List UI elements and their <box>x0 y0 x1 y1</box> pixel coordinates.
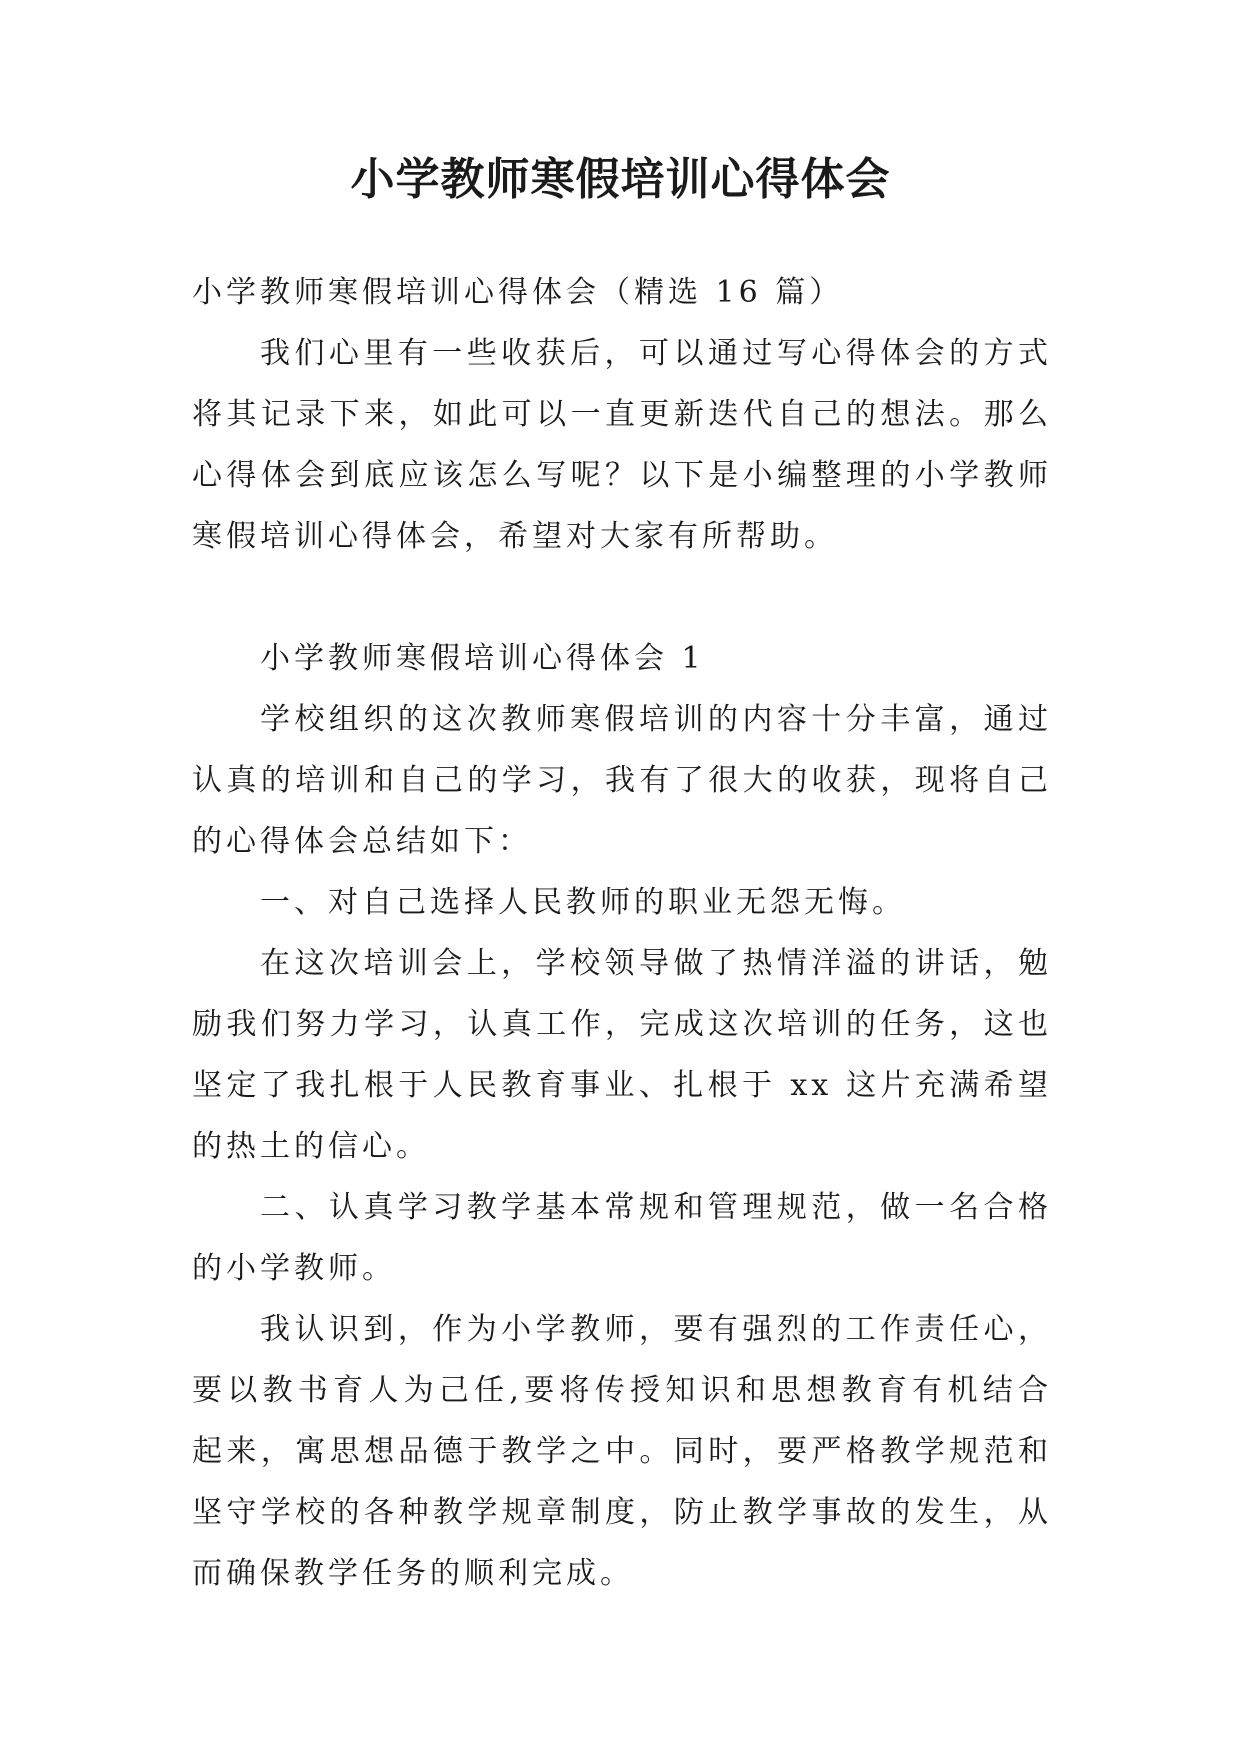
point-heading-1: 一、对自己选择人民教师的职业无怨无悔。 <box>260 885 906 920</box>
body-paragraph: 学校组织的这次教师寒假培训的内容十分丰富，通过认真的培训和自己的学习，我有了很大的收获，现将自己的心得体会总结如下： <box>192 702 1052 859</box>
document-subtitle: 小学教师寒假培训心得体会（精选 16 篇） <box>192 275 844 310</box>
body-paragraph: 在这次培训会上，学校领导做了热情洋溢的讲话，勉励我们努力学习，认真工作，完成这次培训的任务，这也坚定了我扎根于人民教育事业、扎根于 xx 这片充满希望的热土的信心。 <box>192 946 1052 1164</box>
document-body <box>192 262 1052 1604</box>
section-heading: 小学教师寒假培训心得体会 1 <box>260 641 705 676</box>
body-paragraph: 我认识到，作为小学教师，要有强烈的工作责任心，要以教书育人为己任,要将传授知识和思想教育有机结合起来，寓思想品德于教学之中。同时，要严格教学规范和坚守学校的各种教学规章制度，防止教学事故的发生，从而确保教学任务的顺利完成。 <box>192 1312 1052 1591</box>
intro-paragraph: 我们心里有一些收获后，可以通过写心得体会的方式将其记录下来，如此可以一直更新迭代自己的想法。那么心得体会到底应该怎么写呢？以下是小编整理的小学教师寒假培训心得体会，希望对大家有所帮助。 <box>192 336 1052 554</box>
section-spacer <box>192 567 1052 628</box>
page-title: 小学教师寒假培训心得体会 <box>350 154 891 205</box>
point-heading-2: 二、认真学习教学基本常规和管理规范，做一名合格的小学教师。 <box>192 1190 1052 1286</box>
